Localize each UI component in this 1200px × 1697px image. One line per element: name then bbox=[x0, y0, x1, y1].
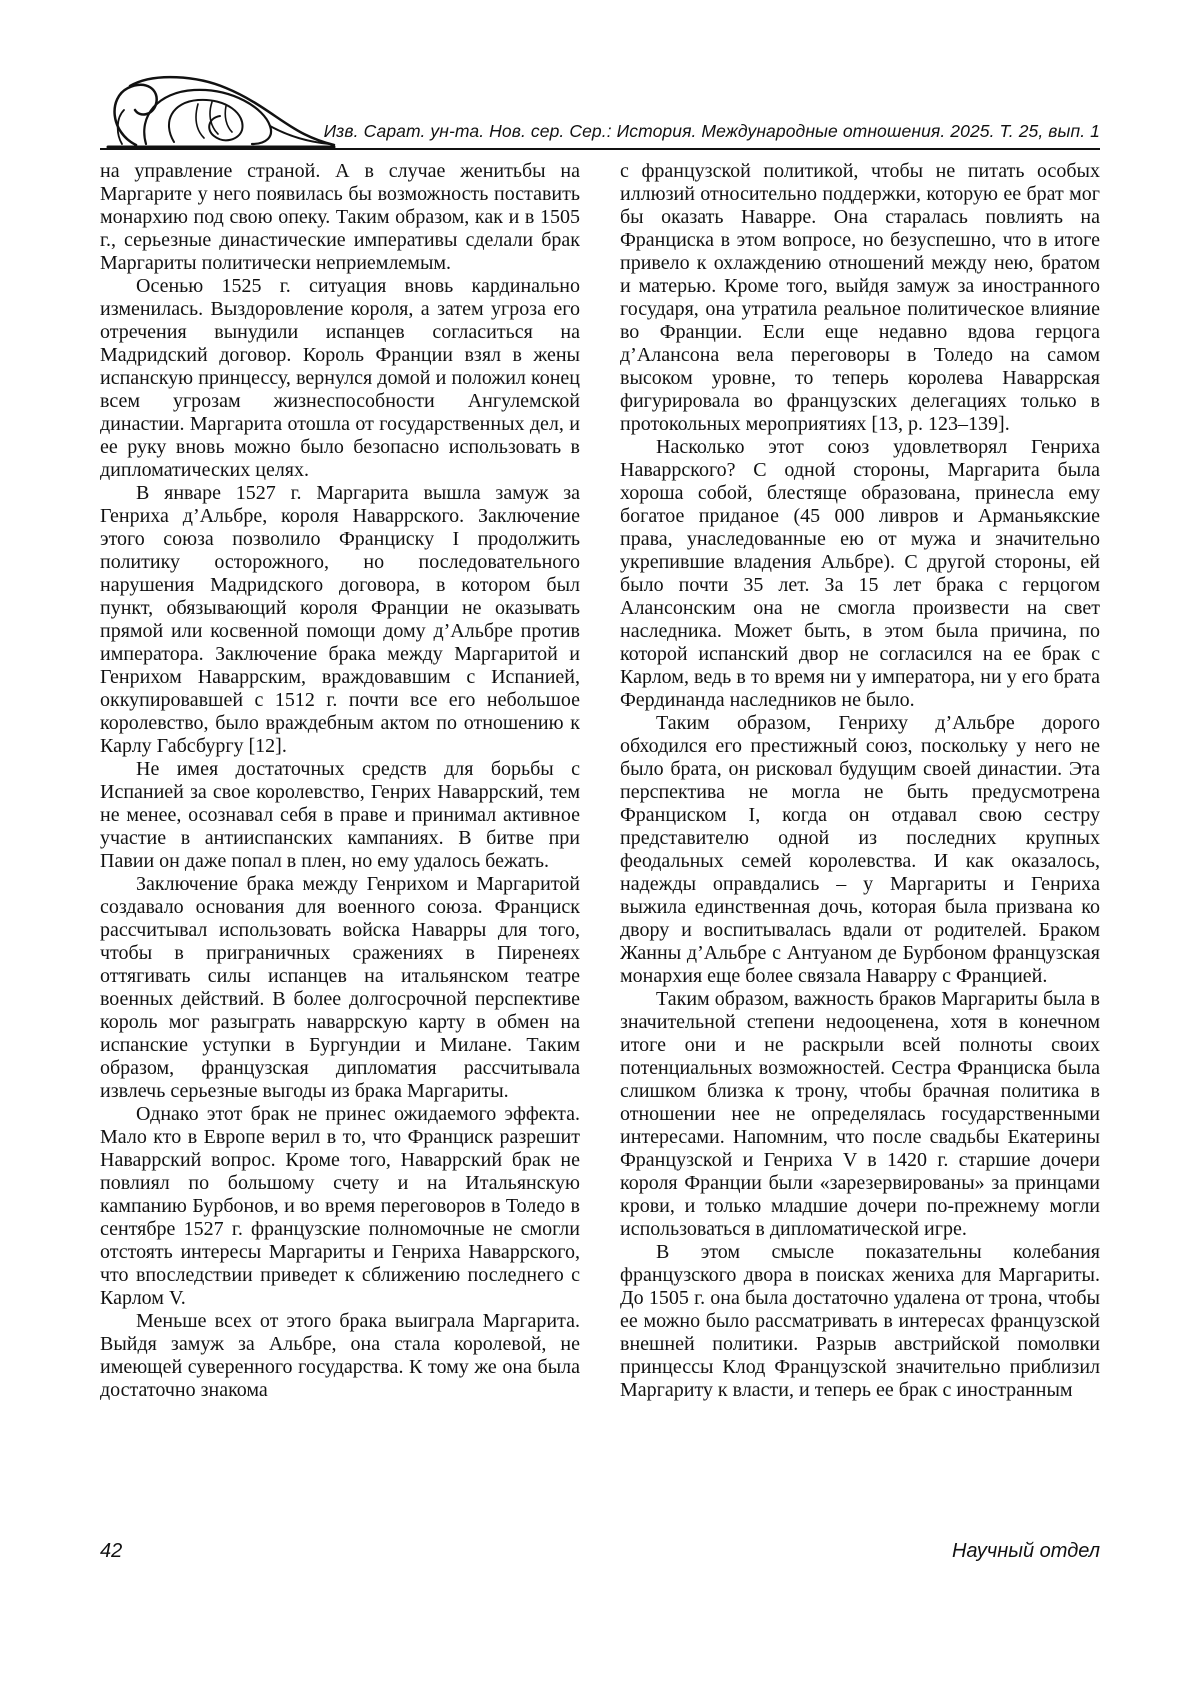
paragraph: Насколько этот союз удовлетворял Генриха Наваррского? С одной стороны, Маргарита была хороша собой, блестяще образована, принесла ему богатое приданое (45 000 ливров и Арманьякские права, унаследованные ею от мужа и значительно укрепившие владения Альбре). С другой стороны, ей было почти 35 лет. За 15 лет брака с герцогом Алансонским она не смогла произвести на свет наследника. Может быть, в этом была причина, по которой испанский двор не согласился на ее брак с Карлом, ведь в то время ни у императора, ни у его брата Фердинанда наследников не было. bbox=[620, 436, 1100, 711]
paragraph: Однако этот брак не принес ожидаемого эффекта. Мало кто в Европе верил в то, что Франциск разрешит Наваррский вопрос. Кроме того, Наваррский брак не повлиял по большому счету и на Итальянскую кампанию Бурбонов, и во время переговоров в Толедо в сентябре 1527 г. французские полномочные не смогли отстоять интересы Маргариты и Генриха Наваррского, что впоследствии приведет к сближению последнего с Карлом V. bbox=[100, 1103, 580, 1309]
paragraph: Не имея достаточных средств для борьбы с Испанией за свое королевство, Генрих Наваррский, тем не менее, осознавал себя в праве и принимал активное участие в антииспанских кампаниях. В битве при Павии он даже попал в плен, но ему удалось бежать. bbox=[100, 758, 580, 872]
article-body bbox=[100, 160, 1100, 1538]
section-label: Научный отдел bbox=[951, 1540, 1100, 1562]
paragraph: Заключение брака между Генрихом и Маргаритой создавало основания для военного союза. Франциск рассчитывал использовать войска Наварры для того, чтобы в приграничных сражениях в Пиренеях оттягивать силы испанцев на итальянском театре военных действий. В более долгосрочной перспективе король мог разыграть наваррскую карту в обмен на испанские уступки в Бургундии и Милане. Таким образом, французская дипломатия рассчитывала извлечь серьезные выгоды из брака Маргариты. bbox=[100, 873, 580, 1102]
journal-title: Изв. Сарат. ун-та. Нов. сер. Сер.: История. Международные отношения. 2025. Т. 25, вып. 1 bbox=[323, 121, 1100, 141]
paragraph: Таким образом, важность браков Маргариты была в значительной степени недооценена, хотя в конечном итоге они и не раскрыли всей полноты своих потенциальных возможностей. Сестра Франциска была слишком близка к трону, чтобы брачная политика в отношении нее не определялась государственными интересами. Напомним, что после свадьбы Екатерины Французской и Генриха V в 1420 г. старшие дочери короля Франции были «зарезервированы» за принцами крови, и только младшие дочери по-прежнему могли использоваться в дипломатической игре. bbox=[620, 988, 1100, 1240]
page-footer bbox=[100, 1540, 1100, 1563]
paragraph: Меньше всех от этого брака выиграла Маргарита. Выйдя замуж за Альбре, она стала королевой, не имеющей суверенного государства. К тому же она была достаточно знакома bbox=[100, 1310, 580, 1401]
paragraph: Осенью 1525 г. ситуация вновь кардинально изменилась. Выздоровление короля, а затем угроза его отречения вынудили испанцев согласиться на Мадридский договор. Король Франции взял в жены испанскую принцессу, вернулся домой и положил конец всем угрозам жизнеспособности Ангулемской династии. Маргарита отошла от государственных дел, и ее руку вновь можно было безопасно использовать в дипломатических целях. bbox=[100, 275, 580, 481]
paragraph: Таким образом, Генриху д’Альбре дорого обходился его престижный союз, поскольку у него не было брата, он рисковал будущим своей династии. Эта перспектива не могла не быть предусмотрена Франциском I, когда он отдавал свою сестру представителю одной из последних крупных феодальных семей королевства. И как оказалось, надежды оправдались – у Маргариты и Генриха выжила единственная дочь, которая была призвана ко двору и воспитывалась вдали от родителей. Браком Жанны д’Альбре с Антуаном де Бурбоном французская монархия еще более связала Наварру с Францией. bbox=[620, 712, 1100, 987]
paragraph: В этом смысле показательны колебания французского двора в поисках жениха для Маргариты. До 1505 г. она была достаточно удалена от трона, чтобы ее можно было рассматривать в интересах французской внешней политики. Разрыв австрийской помолвки принцессы Клод Французской значительно приблизил Маргариту к власти, и теперь ее брак с иностранным bbox=[620, 1241, 1100, 1401]
paragraph: с французской политикой, чтобы не питать особых иллюзий относительно поддержки, которую ее брат мог бы оказать Наварре. Она старалась повлиять на Франциска в этом вопросе, но безуспешно, что в итоге привело к охлаждению отношений между нею, братом и матерью. Кроме того, выйдя замуж за иностранного государя, она утратила реальное политическое влияние во Франции. Если еще недавно вдова герцога д’Алансона вела переговоры в Толедо на самом высоком уровне, то теперь королева Наваррская фигурировала во французских делегациях только в протокольных мероприятиях [13, p. 123–139]. bbox=[620, 160, 1100, 435]
left-column bbox=[100, 160, 580, 1538]
right-column bbox=[620, 160, 1100, 1538]
paragraph: на управление страной. А в случае женитьбы на Маргарите у него появилась бы возможность поставить монархию под свою опеку. Таким образом, как и в 1505 г., серьезные династические императивы сделали брак Маргариты политически неприемлемым. bbox=[100, 160, 580, 274]
paragraph: В январе 1527 г. Маргарита вышла замуж за Генриха д’Альбре, короля Наваррского. Заключение этого союза позволило Франциску I продолжить политику осторожного, но последовательного нарушения Мадридского договора, в котором был пункт, обязывающий короля Франции не оказывать прямой или косвенной помощи дому д’Альбре против императора. Заключение брака между Маргаритой и Генрихом Наваррским, враждовавшим с Испанией, оккупировавшей с 1512 г. почти все его небольшое королевство, было враждебным актом по отношению к Карлу Габсбургу [12]. bbox=[100, 482, 580, 757]
page-number: 42 bbox=[100, 1540, 123, 1562]
page-header bbox=[100, 70, 1100, 150]
journal-ornament-logo bbox=[102, 74, 337, 150]
